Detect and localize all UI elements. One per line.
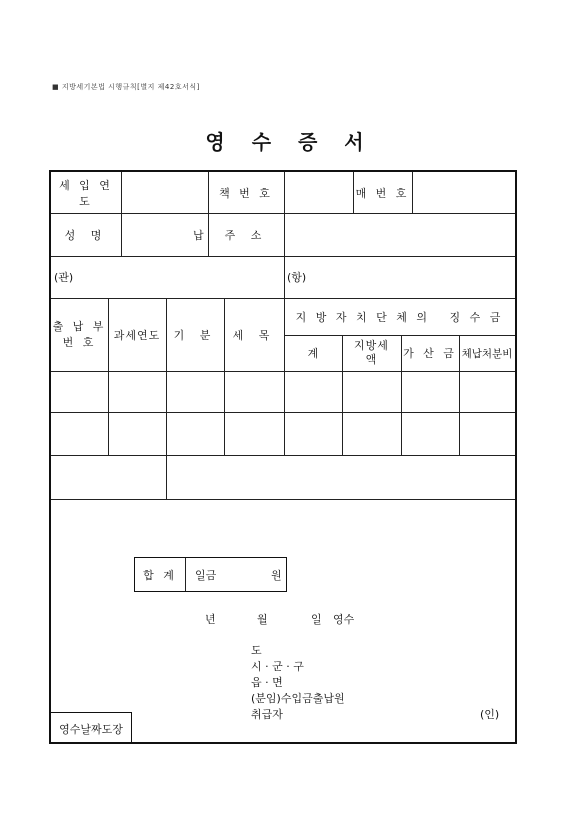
col-total: 계 bbox=[307, 347, 319, 360]
col-local-tax-line1: 지방세 bbox=[354, 339, 389, 352]
officer-eup-myeon: 읍 · 면 bbox=[251, 676, 283, 689]
stamp-label: 영수날짜도장 bbox=[59, 722, 123, 736]
label-name: 성 명 bbox=[64, 228, 108, 242]
col-period: 기 분 bbox=[173, 328, 217, 342]
col-collection-header: 지 방 자 치 단 체 의 징 수 금 bbox=[295, 310, 504, 324]
receipt-form bbox=[49, 170, 517, 744]
label-page-number: 매 번 호 bbox=[355, 186, 410, 200]
col-divider bbox=[121, 172, 122, 213]
date-month: 월 bbox=[257, 613, 268, 626]
officer-do: 도 bbox=[251, 644, 262, 657]
officer-si-gun-gu: 시 · 군 · 구 bbox=[251, 660, 304, 673]
col-payment-number bbox=[51, 298, 108, 371]
sum-box bbox=[134, 557, 287, 592]
receipt-label: 영수 bbox=[333, 613, 355, 626]
label-book-number: 책 번 호 bbox=[219, 186, 273, 200]
row-divider bbox=[51, 499, 515, 500]
label-hang: (항) bbox=[287, 271, 307, 284]
sum-text-ilgeum: 일금 bbox=[195, 568, 217, 582]
col-divider bbox=[412, 172, 413, 213]
label-gwan: (관) bbox=[54, 271, 74, 284]
col-divider bbox=[284, 172, 285, 256]
document-title: 영 수 증 서 bbox=[205, 130, 374, 154]
col-divider bbox=[284, 256, 285, 298]
row-divider bbox=[51, 371, 515, 372]
officer-cashier: (분임)수입금출납원 bbox=[251, 692, 345, 705]
row-divider bbox=[51, 455, 515, 456]
officer-handler: 취급자 bbox=[251, 708, 283, 721]
date-day: 일 bbox=[311, 613, 322, 626]
col-surcharge: 가 산 금 bbox=[403, 347, 457, 360]
col-divider bbox=[121, 213, 122, 256]
col-payment-number-line2: 번 호 bbox=[62, 335, 97, 349]
col-local-tax-line2: 액 bbox=[365, 353, 378, 366]
sum-text-won: 원 bbox=[271, 568, 282, 582]
col-tax-year: 과세연도 bbox=[113, 328, 161, 342]
col-payment-number-line1: 출 납 부 bbox=[52, 319, 107, 333]
sum-label: 합 계 bbox=[143, 568, 177, 582]
row-divider bbox=[51, 256, 515, 257]
col-local-tax bbox=[342, 335, 401, 371]
row-divider bbox=[51, 412, 515, 413]
label-tax-year: 세 입 연 도 bbox=[59, 178, 113, 208]
col-tax-item: 세 목 bbox=[232, 328, 276, 342]
seal-mark: (인) bbox=[480, 708, 500, 721]
stamp-box bbox=[51, 712, 132, 744]
col-delinquency-fee: 체납처분비 bbox=[461, 347, 513, 360]
label-nap: 납 bbox=[193, 228, 204, 242]
date-year: 년 bbox=[205, 613, 216, 626]
label-address: 주 소 bbox=[224, 228, 268, 242]
sum-divider bbox=[185, 558, 186, 591]
form-reference-note: ■ 지방세기본법 시행규칙[별지 제42호서식] bbox=[52, 83, 200, 91]
